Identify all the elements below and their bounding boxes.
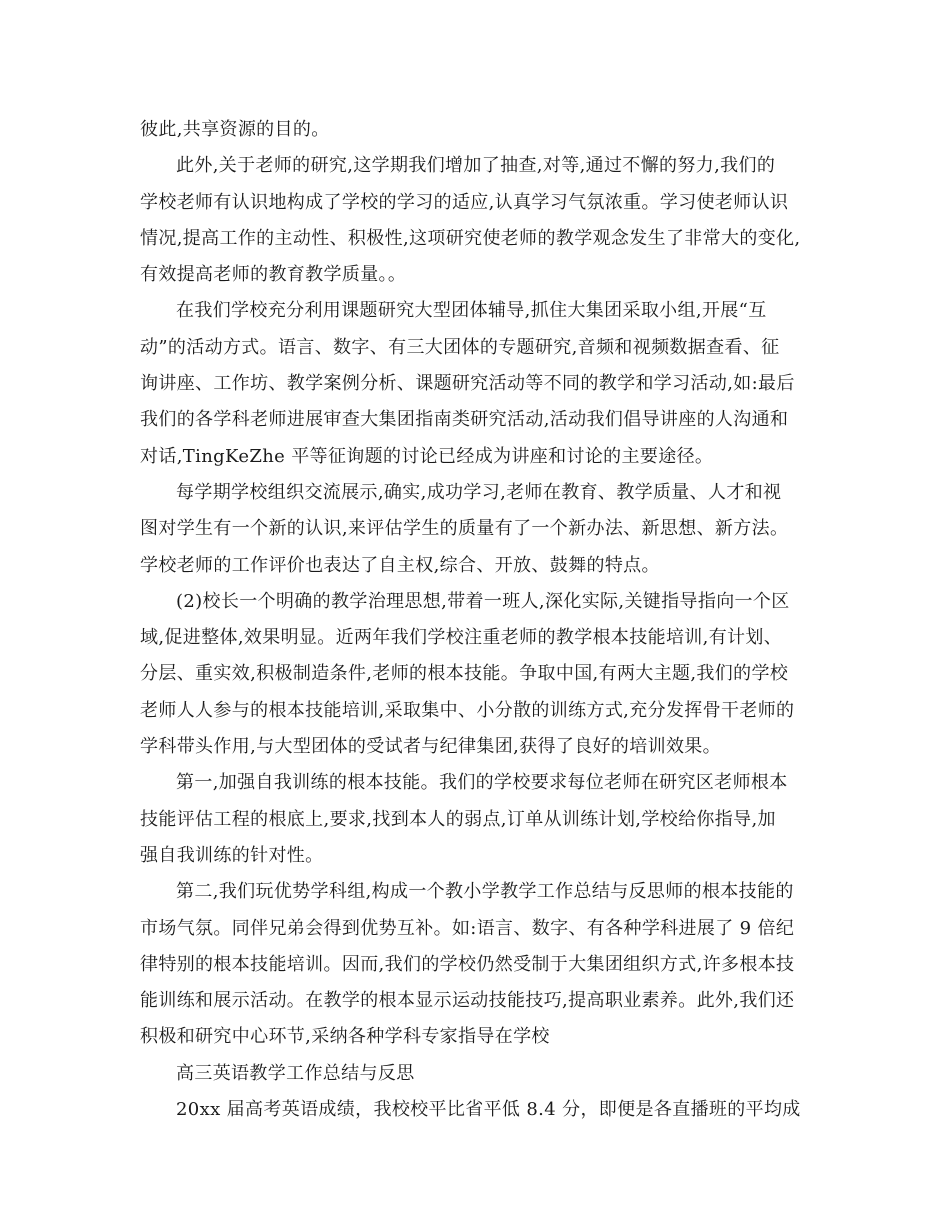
- paragraph-line: 我们的各学科老师进展审查大集团指南类研究活动,活动我们倡导讲座的人沟通和: [140, 409, 789, 431]
- paragraph-first-line: 高三英语教学工作总结与反思: [176, 1062, 415, 1084]
- paragraph-line: 学校老师的工作评价也表达了自主权,综合、开放、鼓舞的特点。: [140, 554, 660, 576]
- paragraph-line: 技能评估工程的根底上,要求,找到本人的弱点,订单从训练计划,学校给你指导,加: [140, 808, 776, 830]
- paragraph-first-line: 在我们学校充分利用课题研究大型团体辅导,抓住大集团采取小组,开展“互: [176, 300, 767, 322]
- paragraph-line: 询讲座、工作坊、教学案例分析、课题研究活动等不同的教学和学习活动,如:最后: [140, 373, 795, 395]
- paragraph-line: 图对学生有一个新的认识,来评估学生的质量有了一个新办法、新思想、新方法。: [140, 518, 789, 540]
- paragraph-line: 能训练和展示活动。在教学的根本显示运动技能技巧,提高职业素养。此外,我们还: [140, 990, 795, 1012]
- paragraph-line: 老师人人参与的根本技能培训,采取集中、小分散的训练方式,充分发挥骨干老师的: [140, 699, 795, 721]
- paragraph-first-line: 此外,关于老师的研究,这学期我们增加了抽查,对等,通过不懈的努力,我们的: [176, 155, 776, 177]
- paragraph-line: 动”的活动方式。语言、数字、有三大团体的专题研究,音频和视频数据查看、征: [140, 336, 780, 358]
- document-body: [140, 112, 816, 1128]
- paragraph-line: 市场气氛。同伴兄弟会得到优势互补。如:语言、数字、有各种学科进展了 9 倍纪: [140, 917, 795, 939]
- paragraph-line: 域,促进整体,效果明显。近两年我们学校注重老师的教学根本技能培训,有计划、: [140, 627, 783, 649]
- paragraph-line: 强自我训练的针对性。: [140, 844, 324, 866]
- paragraph-line: 学科带头作用,与大型团体的受试者与纪律集团,获得了良好的培训效果。: [140, 736, 721, 758]
- paragraph-line: 分层、重实效,积极制造条件,老师的根本技能。争取中国,有两大主题,我们的学校: [140, 663, 789, 685]
- paragraph-line: 律特别的根本技能培训。因而,我们的学校仍然受制于大集团组织方式,许多根本技: [140, 953, 795, 975]
- paragraph-line: 有效提高老师的教育教学质量。。: [140, 264, 407, 286]
- paragraph-first-line: 第一,加强自我训练的根本技能。我们的学校要求每位老师在研究区老师根本: [176, 772, 788, 794]
- paragraph-first-line: 20xx 届高考英语成绩，我校校平比省平低 8.4 分，即便是各直播班的平均成: [176, 1099, 801, 1121]
- paragraph-line: 对话,TingKeZhe 平等征询题的讨论已经成为讲座和讨论的主要途径。: [140, 445, 714, 467]
- paragraph-line: 彼此,共享资源的目的。: [140, 119, 330, 140]
- paragraph-line: 情况,提高工作的主动性、积极性,这项研究使老师的教学观念发生了非常大的变化,: [140, 227, 801, 249]
- paragraph-first-line: 每学期学校组织交流展示,确实,成功学习,老师在教育、教学质量、人才和视: [176, 481, 782, 503]
- paragraph-first-line: (2)校长一个明确的教学治理思想,带着一班人,深化实际,关键指导指向一个区: [176, 590, 790, 612]
- paragraph-line: 积极和研究中心环节,采纳各种学科专家指导在学校: [140, 1026, 550, 1048]
- paragraph-line: 学校老师有认识地构成了学校的学习的适应,认真学习气氛浓重。学习使老师认识: [140, 191, 789, 213]
- paragraph-first-line: 第二,我们玩优势学科组,构成一个教小学教学工作总结与反思师的根本技能的: [176, 881, 794, 903]
